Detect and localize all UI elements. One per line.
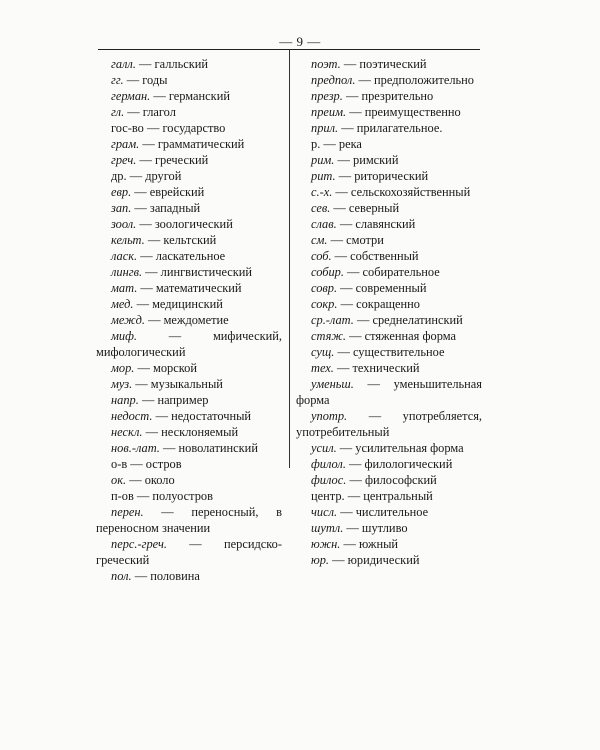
definition: употребляется, употребительный <box>296 409 482 439</box>
abbreviation: зоол. <box>111 217 137 231</box>
definition: существительное <box>352 345 445 359</box>
definition: например <box>157 393 209 407</box>
definition: центральный <box>363 489 433 503</box>
definition: новолатинский <box>178 441 258 455</box>
abbreviation: презр. <box>311 89 343 103</box>
definition: смотри <box>346 233 384 247</box>
abbreviation: сев. <box>311 201 331 215</box>
abbreviation-entry: собир. — собирательное <box>311 265 440 279</box>
definition: полуостров <box>152 489 213 503</box>
definition: сельскохозяйственный <box>350 185 471 199</box>
abbreviation: стяж. <box>311 329 346 343</box>
abbreviation-entry: зап. — западный <box>111 201 201 215</box>
abbreviation-entry: рим. — римский <box>311 153 399 167</box>
definition: юридический <box>347 553 420 567</box>
definition: глагол <box>142 105 176 119</box>
abbreviation-entry: муз. — музыкальный <box>111 377 223 391</box>
abbreviation: филол. <box>311 457 346 471</box>
abbreviation-entry: о-в — остров <box>111 457 182 471</box>
abbreviation-entry: грам. — грамматический <box>111 137 245 151</box>
abbreviation-entry: преим. — преимущественно <box>311 105 461 119</box>
definition: математический <box>155 281 242 295</box>
definition: западный <box>149 201 201 215</box>
abbreviation-entry: пол. — половина <box>111 569 200 583</box>
abbreviation-entry: юр. — юридический <box>311 553 420 567</box>
abbreviation: евр. <box>111 185 132 199</box>
abbreviation-entry: стяж. — стяженная форма <box>311 329 456 343</box>
definition: риторический <box>354 169 429 183</box>
page-number: — 9 — <box>279 34 321 49</box>
definition: германский <box>168 89 230 103</box>
definition: уменьшительная форма <box>296 377 482 407</box>
abbreviation: южн. <box>311 537 341 551</box>
definition: философский <box>364 473 437 487</box>
abbreviation-entry: напр. — например <box>111 393 209 407</box>
abbreviation: ср.-лат. <box>311 313 354 327</box>
abbreviation-entry: мед. — медицинский <box>111 297 223 311</box>
definition: собственный <box>350 249 419 263</box>
abbreviation: гос-во <box>111 121 144 135</box>
definition: годы <box>142 73 168 87</box>
definition: северный <box>348 201 400 215</box>
abbreviation-entry: сев. — северный <box>311 201 400 215</box>
definition: грамматический <box>157 137 245 151</box>
definition: шутливо <box>361 521 408 535</box>
definition: филологический <box>364 457 453 471</box>
abbreviation: о-в <box>111 457 128 471</box>
abbreviation-entry: нов.-лат. — новолатинский <box>111 441 258 455</box>
abbreviation-entry: гос-во — государство <box>111 121 226 135</box>
abbreviation: гг. <box>111 73 124 87</box>
definition: остров <box>145 457 182 471</box>
abbreviation-entry: нескл. — несклоняемый <box>111 425 239 439</box>
abbreviation: см. <box>311 233 328 247</box>
abbreviation-entry: ср.-лат. — среднелатинский <box>311 313 463 327</box>
abbreviation: лингв. <box>111 265 143 279</box>
abbreviation: юр. <box>311 553 330 567</box>
abbreviation-list-right <box>296 56 482 568</box>
abbreviation: перс.-греч. <box>111 537 167 551</box>
abbreviation: тех. <box>311 361 334 375</box>
definition: сокращенно <box>356 297 420 311</box>
abbreviation-entry: р. — река <box>311 137 362 151</box>
definition: музыкальный <box>150 377 223 391</box>
abbreviation-entry: шутл. — шутливо <box>311 521 408 535</box>
definition: среднелатинский <box>372 313 463 327</box>
abbreviation-entry: тех. — технический <box>311 361 420 375</box>
definition: стяженная форма <box>364 329 456 343</box>
definition: половина <box>150 569 200 583</box>
abbreviation-entry: см. — смотри <box>311 233 384 247</box>
abbreviation-entry: сокр. — сокращенно <box>311 297 420 311</box>
abbreviation: герман. <box>111 89 151 103</box>
definition: кельтский <box>163 233 217 247</box>
abbreviation: числ. <box>311 505 338 519</box>
definition: прилагательное. <box>356 121 443 135</box>
definition: около <box>144 473 175 487</box>
definition: ласкательное <box>155 249 226 263</box>
abbreviation-entry: межд. — междометие <box>111 313 229 327</box>
abbreviation: недост. <box>111 409 153 423</box>
abbreviation: галл. <box>111 57 136 71</box>
abbreviation-entry: рит. — риторический <box>311 169 429 183</box>
abbreviation: рит. <box>311 169 336 183</box>
abbreviation-entry: п-ов — полуостров <box>111 489 213 503</box>
abbreviation-entry: соб. — собственный <box>311 249 419 263</box>
definition: междометие <box>163 313 229 327</box>
abbreviation: миф. <box>111 329 137 343</box>
abbreviation: усил. <box>311 441 337 455</box>
abbreviation-entry: филол. — филологический <box>311 457 453 471</box>
abbreviation: гл. <box>111 105 125 119</box>
abbreviation: муз. <box>111 377 133 391</box>
abbreviation-entry: евр. — еврейский <box>111 185 205 199</box>
abbreviation: ок. <box>111 473 127 487</box>
abbreviation: уменьш. <box>311 377 354 391</box>
definition: еврейский <box>149 185 205 199</box>
abbreviation-entry: слав. — славянский <box>311 217 416 231</box>
definition: числительное <box>355 505 429 519</box>
abbreviation-entry: ок. — около <box>111 473 175 487</box>
abbreviation: мед. <box>111 297 134 311</box>
definition: усилительная форма <box>355 441 464 455</box>
abbreviation: напр. <box>111 393 139 407</box>
abbreviation-entry: филос. — философский <box>311 473 437 487</box>
abbreviation-entry: галл. — галльский <box>111 57 209 71</box>
abbreviation-entry: мат. — математический <box>111 281 242 295</box>
abbreviation-entry: перен. — переносный, в переносном значении <box>96 505 282 535</box>
definition: римский <box>353 153 399 167</box>
abbreviation: поэт. <box>311 57 341 71</box>
abbreviation: межд. <box>111 313 145 327</box>
abbreviation: прил. <box>311 121 339 135</box>
definition: галльский <box>154 57 209 71</box>
definition: недостаточный <box>171 409 252 423</box>
abbreviation: преим. <box>311 105 347 119</box>
abbreviation: филос. <box>311 473 347 487</box>
definition: греческий <box>154 153 209 167</box>
definition: преимущественно <box>364 105 461 119</box>
abbreviation-list-left <box>96 56 282 584</box>
definition: славянский <box>355 217 416 231</box>
definition: переносный, в переносном значении <box>96 505 282 535</box>
definition: современный <box>355 281 427 295</box>
definition: персидско-греческий <box>96 537 282 567</box>
definition: мифический, мифологический <box>96 329 282 359</box>
abbreviation-entry: греч. — греческий <box>111 153 209 167</box>
abbreviation: нов.-лат. <box>111 441 160 455</box>
abbreviation: п-ов <box>111 489 134 503</box>
abbreviation: грам. <box>111 137 140 151</box>
definition: презрительно <box>361 89 434 103</box>
abbreviation: пол. <box>111 569 132 583</box>
abbreviation-entry: презр. — презрительно <box>311 89 434 103</box>
definition: собирательное <box>362 265 440 279</box>
abbreviation-entry: ласк. — ласкательное <box>111 249 226 263</box>
abbreviation-entry: с.-х. — сельскохозяйственный <box>311 185 471 199</box>
abbreviation: греч. <box>111 153 137 167</box>
abbreviation: рим. <box>311 153 335 167</box>
definition: поэтический <box>359 57 427 71</box>
abbreviation: соб. <box>311 249 332 263</box>
abbreviation: предпол. <box>311 73 356 87</box>
abbreviation: совр. <box>311 281 338 295</box>
abbreviation: с.-х. <box>311 185 333 199</box>
abbreviation-entry: кельт. — кельтский <box>111 233 217 247</box>
abbreviation-entry: гл. — глагол <box>111 105 176 119</box>
abbreviation-entry: герман. — германский <box>111 89 230 103</box>
definition: государство <box>162 121 226 135</box>
abbreviation-entry: сущ. — существительное <box>311 345 445 359</box>
definition: лингвистический <box>160 265 253 279</box>
abbreviation: слав. <box>311 217 337 231</box>
abbreviation-entry: совр. — современный <box>311 281 427 295</box>
abbreviation: употр. <box>311 409 348 423</box>
abbreviation-entry: мор. — морской <box>111 361 197 375</box>
abbreviation: перен. <box>111 505 144 519</box>
definition: технический <box>352 361 420 375</box>
abbreviation-entry: числ. — числительное <box>311 505 429 519</box>
definition: морской <box>153 361 197 375</box>
abbreviation-entry: поэт. — поэтический <box>311 57 427 71</box>
abbreviation-entry: предпол. — предположительно <box>311 73 474 87</box>
definition: зоологический <box>154 217 233 231</box>
abbreviation: нескл. <box>111 425 143 439</box>
abbreviation: мат. <box>111 281 138 295</box>
abbreviation-entry: миф. — мифический, мифологический <box>96 329 282 359</box>
definition: другой <box>145 169 182 183</box>
abbreviation-entry: уменьш. — уменьшительная форма <box>296 377 482 407</box>
abbreviation-entry: др. — другой <box>111 169 182 183</box>
abbreviation-entry: прил. — прилагательное. <box>311 121 443 135</box>
abbreviation-entry: гг. — годы <box>111 73 168 87</box>
abbreviation: центр. <box>311 489 345 503</box>
definition: река <box>338 137 362 151</box>
column-divider <box>289 50 290 468</box>
abbreviation: сущ. <box>311 345 335 359</box>
abbreviation-entry: зоол. — зоологический <box>111 217 233 231</box>
definition: южный <box>358 537 399 551</box>
definition: несклоняемый <box>161 425 239 439</box>
abbreviation-entry: перс.-греч. — персидско-греческий <box>96 537 282 567</box>
abbreviation: сокр. <box>311 297 338 311</box>
abbreviation: зап. <box>111 201 132 215</box>
definition: медицинский <box>152 297 223 311</box>
abbreviation-entry: употр. — употребляется, употребительный <box>296 409 482 439</box>
abbreviation: шутл. <box>311 521 344 535</box>
abbreviation-entry: недост. — недостаточный <box>111 409 252 423</box>
abbreviation: мор. <box>111 361 135 375</box>
abbreviation: др. <box>111 169 127 183</box>
definition: предположительно <box>374 73 474 87</box>
abbreviation: р. <box>311 137 321 151</box>
abbreviation: собир. <box>311 265 344 279</box>
abbreviation-entry: южн. — южный <box>311 537 399 551</box>
abbreviation-entry: усил. — усилительная форма <box>311 441 464 455</box>
abbreviation-entry: центр. — центральный <box>311 489 433 503</box>
abbreviation: кельт. <box>111 233 145 247</box>
abbreviation-entry: лингв. — лингвистический <box>111 265 253 279</box>
abbreviation: ласк. <box>111 249 138 263</box>
